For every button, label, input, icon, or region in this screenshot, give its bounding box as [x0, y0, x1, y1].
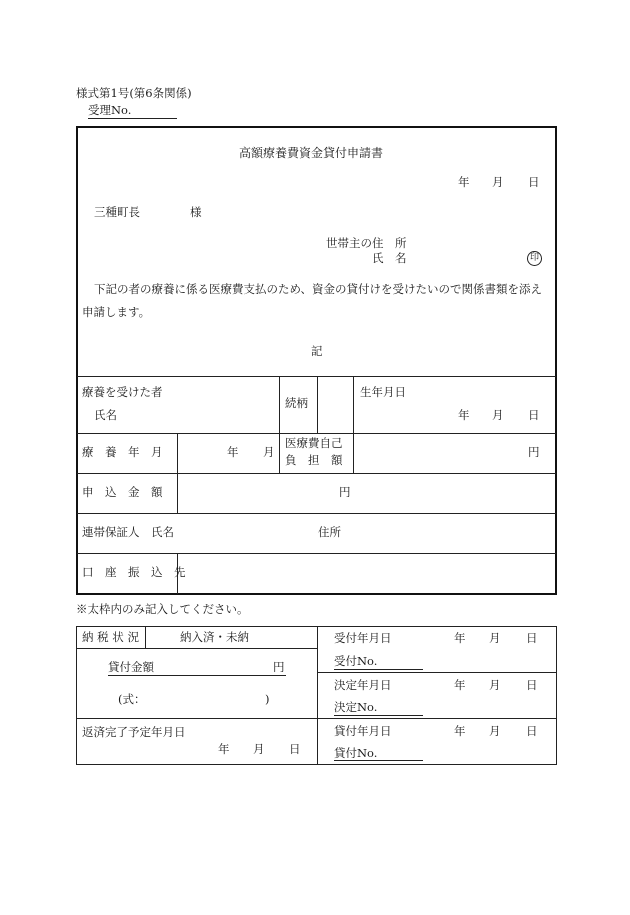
received-no-label: 受付No. — [334, 654, 378, 668]
decided-no-label: 決定No. — [334, 700, 378, 714]
applied-amount-label: 申 込 金 額 — [82, 485, 163, 499]
received-month-label: 月 — [489, 631, 501, 645]
loan-amount-label: 貸付金額 — [108, 660, 154, 674]
decided-no-underline — [334, 715, 423, 716]
table-line — [353, 376, 354, 473]
table-line — [77, 513, 556, 514]
received-day-label: 日 — [526, 631, 538, 645]
self-pay-label-1: 医療費自己 — [285, 436, 343, 450]
treatment-month-label: 月 — [263, 445, 275, 459]
loan-amount-underline — [108, 675, 286, 676]
table-line — [317, 376, 318, 433]
decided-day-label: 日 — [526, 678, 538, 692]
birthdate-label: 生年月日 — [360, 385, 406, 399]
table-line — [77, 718, 317, 719]
repay-date-label: 返済完了予定年月日 — [82, 725, 186, 739]
loan-no-underline — [334, 760, 423, 761]
treatment-ym-label: 療 養 年 月 — [82, 445, 163, 459]
ki-heading: 記 — [311, 344, 323, 358]
table-line — [279, 376, 280, 433]
decided-year-label: 年 — [454, 678, 466, 692]
repay-month-label: 月 — [253, 742, 265, 756]
decided-month-label: 月 — [489, 678, 501, 692]
patient-name-label: 氏名 — [94, 408, 117, 422]
received-date-label: 受付年月日 — [334, 631, 392, 645]
seal-mark: 印 — [527, 251, 542, 266]
table-line — [318, 718, 556, 719]
loan-day-label: 日 — [526, 724, 538, 738]
repay-year-label: 年 — [218, 742, 230, 756]
table-line — [177, 433, 178, 473]
date-month-label: 月 — [492, 175, 504, 189]
birth-day-label: 日 — [528, 408, 540, 422]
addressee: 三種町長 — [94, 205, 140, 219]
guarantor-label: 連帯保証人 氏名 — [82, 525, 174, 539]
table-line — [177, 473, 178, 513]
date-day-label: 日 — [528, 175, 540, 189]
loan-year-label: 年 — [454, 724, 466, 738]
householder-name-label: 氏 名 — [372, 251, 407, 265]
tax-status-value: 納入済・未納 — [180, 630, 249, 644]
table-line — [77, 553, 556, 554]
fill-note: ※太枠内のみ記入してください。 — [76, 602, 249, 616]
loan-date-label: 貸付年月日 — [334, 724, 392, 738]
loan-no-label: 貸付No. — [334, 746, 378, 760]
table-line — [317, 627, 318, 764]
formula-close: ) — [265, 692, 270, 706]
householder-address-label: 世帯主の住 所 — [326, 236, 407, 250]
table-line — [279, 433, 280, 473]
receipt-number-label: 受理No. — [88, 103, 132, 117]
table-line — [77, 648, 317, 649]
receipt-number-underline — [88, 118, 177, 119]
table-line — [77, 473, 556, 474]
repay-day-label: 日 — [289, 742, 301, 756]
body-text-line2: 申請します。 — [82, 305, 151, 319]
bank-transfer-label: 口 座 振 込 先 — [82, 565, 186, 579]
table-line — [318, 672, 556, 673]
birth-year-label: 年 — [458, 408, 470, 422]
tax-status-label: 納 税 状 況 — [82, 630, 139, 644]
relationship-label: 続柄 — [285, 396, 308, 410]
guarantor-address-label: 住所 — [318, 525, 341, 539]
applied-amount-yen: 円 — [339, 485, 351, 499]
form-title: 高額療養費資金貸付申請書 — [239, 146, 384, 160]
decided-date-label: 決定年月日 — [334, 678, 392, 692]
date-year-label: 年 — [458, 175, 470, 189]
loan-amount-yen: 円 — [273, 660, 285, 674]
received-no-underline — [334, 669, 423, 670]
form-number: 様式第1号(第6条関係) — [76, 86, 192, 100]
table-line — [77, 433, 556, 434]
birth-month-label: 月 — [492, 408, 504, 422]
patient-label: 療養を受けた者 — [82, 385, 163, 399]
addressee-honorific: 様 — [190, 205, 202, 219]
self-pay-label-2: 負 担 額 — [285, 453, 343, 467]
self-pay-yen: 円 — [528, 445, 540, 459]
received-year-label: 年 — [454, 631, 466, 645]
table-line — [145, 627, 146, 648]
loan-month-label: 月 — [489, 724, 501, 738]
formula-open: (式： — [118, 692, 146, 706]
treatment-year-label: 年 — [227, 445, 239, 459]
body-text-line1: 下記の者の療養に係る医療費支払のため、資金の貸付けを受けたいので関係書類を添え — [94, 282, 543, 296]
